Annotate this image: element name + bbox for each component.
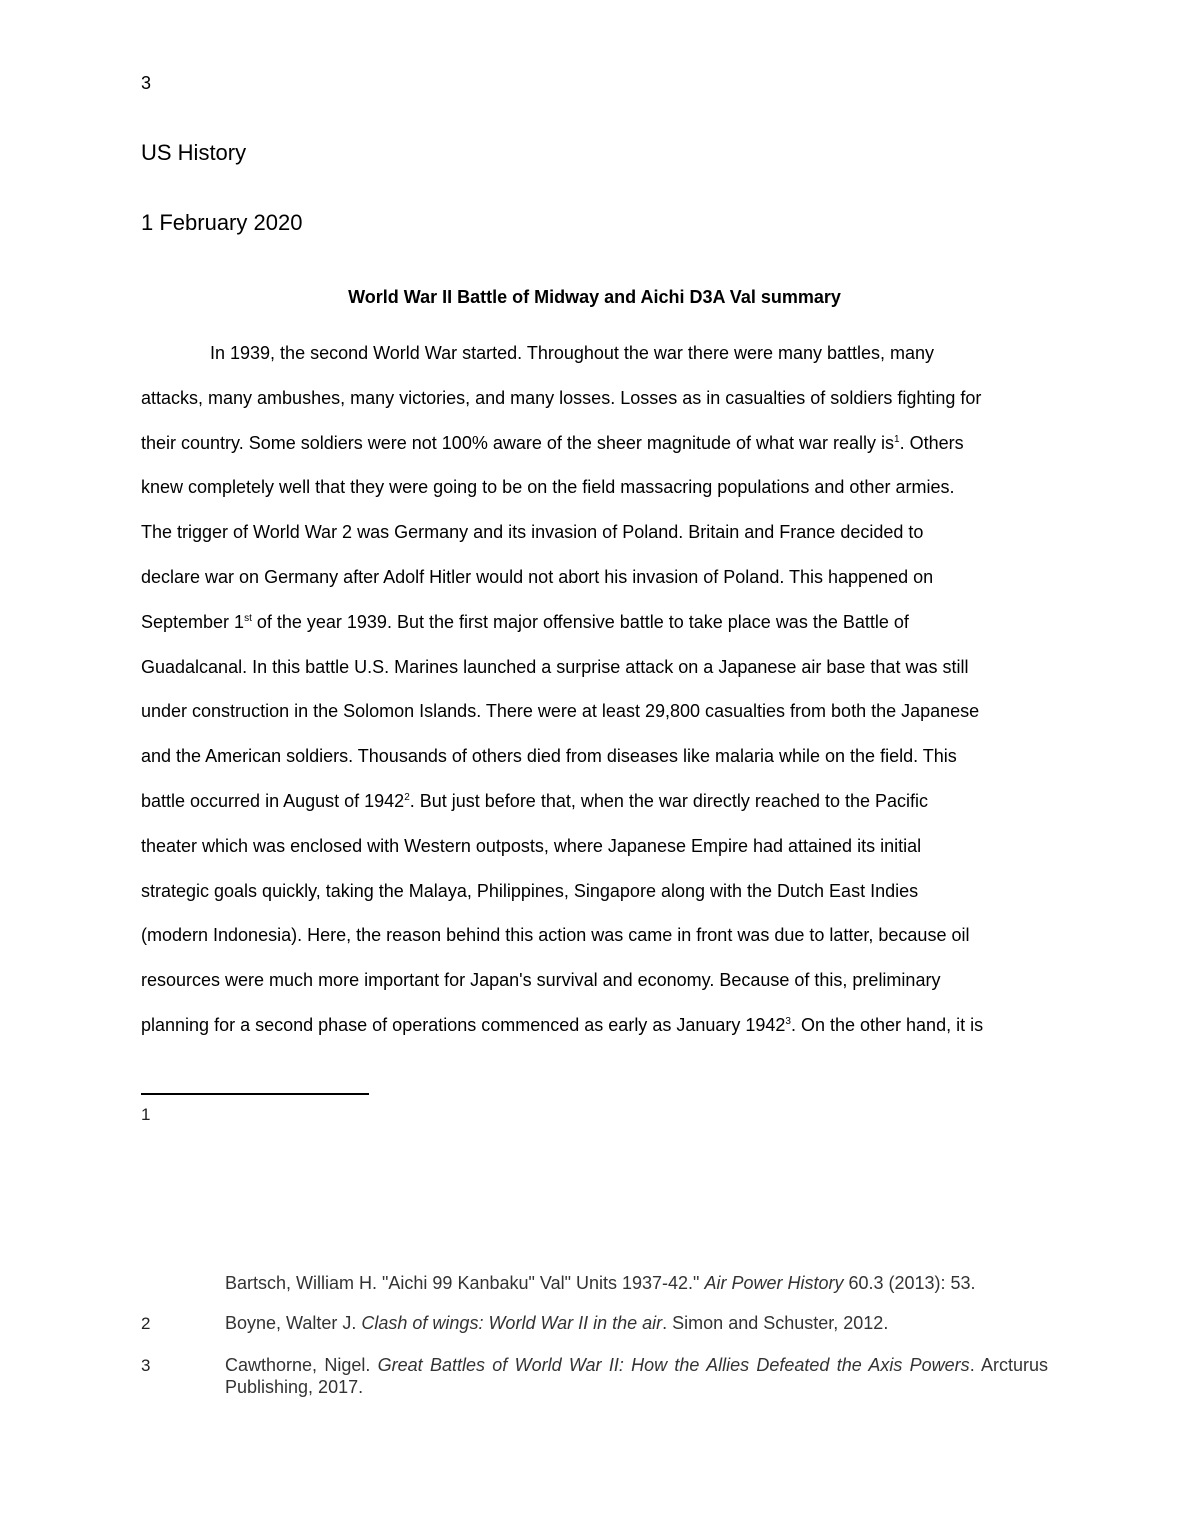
document-date: 1 February 2020 [141,210,303,235]
body-line: strategic goals quickly, taking the Malaya, Philippines, Singapore along with the Dutch East Indies [141,880,919,901]
footnote-number: 1 [141,1105,151,1124]
body-line: In 1939, the second World War started. Throughout the war there were many battles, many [210,343,935,363]
footnote-text: Cawthorne, Nigel. Great Battles of World War II: How the Allies Defeated the Axis Powers. Arcturus Publishing, 2017. [225,1355,1049,1397]
body-paragraph [141,331,1053,1048]
footnote-ref[interactable]: 2 [404,791,410,803]
body-line: resources were much more important for Japan's survival and economy. Because of this, preliminary [141,970,941,991]
document-title: World War II Battle of Midway and Aichi D3A Val summary [348,287,841,307]
course-name: US History [141,140,247,165]
body-line: knew completely well that they were going to be on the field massacring populations and other armies. [141,477,955,498]
body-line: September 1st of the year 1939. But the first major offensive battle to take place was the Battle of [141,611,909,632]
footnote-text: Boyne, Walter J. Clash of wings: World War II in the air. Simon and Schuster, 2012. [225,1313,889,1333]
body-line: (modern Indonesia). Here, the reason behind this action was came in front was due to latter, because oil [141,925,970,946]
body-line: declare war on Germany after Adolf Hitler would not abort his invasion of Poland. This happened on [141,566,934,587]
body-line: Guadalcanal. In this battle U.S. Marines launched a surprise attack on a Japanese air base that was still [141,656,969,677]
footnote-number: 3 [141,1356,151,1375]
body-line: attacks, many ambushes, many victories, and many losses. Losses as in casualties of soldiers fighting for [141,387,982,408]
body-line: planning for a second phase of operations commenced as early as January 1942$^3$. On the other hand, it is [141,1014,984,1035]
ordinal-suffix: st [244,612,252,624]
body-line: The trigger of World War 2 was Germany and its invasion of Poland. Britain and France decided to [141,522,924,543]
footnote-ref[interactable]: 1 [894,433,900,445]
body-line: and the American soldiers. Thousands of others died from diseases like malaria while on the field. This [141,746,957,767]
footnote-text: Bartsch, William H. "Aichi 99 Kanbaku" Val" Units 1937-42." Air Power History 60.3 (2013): 53. [225,1273,976,1293]
body-line: theater which was enclosed with Western outposts, where Japanese Empire had attained its initial [141,835,922,856]
footnote-number: 2 [141,1314,151,1333]
body-line: their country. Some soldiers were not 100% aware of the sheer magnitude of what war really $is^1$. Others [141,432,964,453]
body-line: under construction in the Solomon Islands. There were at least 29,800 casualties from both the Japanese [141,701,980,722]
footnote-ref[interactable]: 3 [785,1015,791,1027]
page-number: 3 [141,73,152,93]
body-line: battle occurred in August of 1942$^2$. But just before that, when the war directly reached to the Pacific [141,790,929,811]
footnote-separator [141,1093,369,1095]
